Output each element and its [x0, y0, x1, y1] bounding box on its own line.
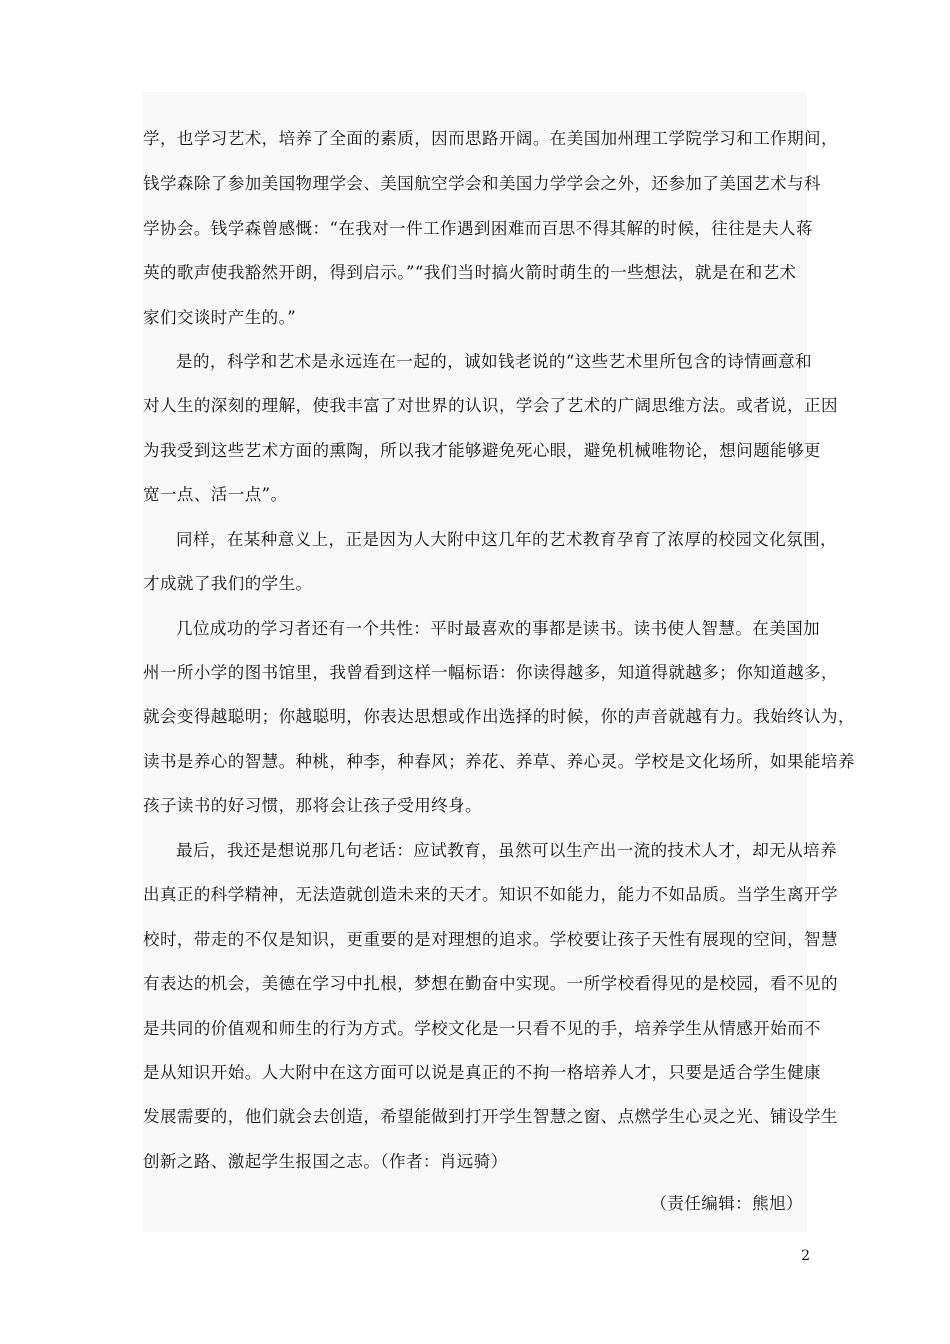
text-line: 是的，科学和艺术是永远连在一起的，诚如钱老说的“这些艺术里所包含的诗情画意和: [176, 352, 813, 371]
text-line: 有表达的机会，美德在学习中扎根，梦想在勤奋中实现。一所学校看得见的是校园，看不见的: [143, 974, 838, 993]
text-line: 为我受到这些艺术方面的熏陶，所以我才能够避免死心眼，避免机械唯物论，想问题能够更: [143, 441, 821, 460]
text-line: 校时，带走的不仅是知识，更重要的是对理想的追求。学校要让孩子天性有展现的空间，智慧: [143, 930, 838, 949]
text-line: 对人生的深刻的理解，使我丰富了对世界的认识，学会了艺术的广阔思维方法。或者说，正因: [143, 396, 838, 415]
text-line: 几位成功的学习者还有一个共性：平时最喜欢的事都是读书。读书使人智慧。在美国加: [176, 619, 821, 638]
text-line: 学，也学习艺术，培养了全面的素质，因而思路开阔。在美国加州理工学院学习和工作期间，: [143, 129, 838, 148]
text-line: 是从知识开始。人大附中在这方面可以说是真正的不拘一格培养人才，只要是适合学生健康: [143, 1063, 821, 1082]
article-body: [143, 92, 855, 1232]
text-line: 学协会。钱学森曾感慨：“在我对一件工作遇到困难而百思不得其解的时候，往往是夫人蒋: [143, 219, 813, 238]
text-line: 英的歌声使我豁然开朗，得到启示。”“我们当时搞火箭时萌生的一些想法，就是在和艺术: [143, 263, 797, 282]
editor-credit: （责任编辑：熊旭）: [650, 1194, 803, 1213]
text-line: 最后，我还是想说那几句老话：应试教育，虽然可以生产出一流的技术人才，却无从培养: [176, 841, 838, 860]
text-line: 是共同的价值观和师生的行为方式。学校文化是一只看不见的手，培养学生从情感开始而不: [143, 1019, 821, 1038]
page-number: 2: [801, 1248, 810, 1264]
text-line: 才成就了我们的学生。: [143, 574, 313, 593]
text-line: 就会变得越聪明；你越聪明，你表达思想或作出选择的时候，你的声音就越有力。我始终认为，: [143, 707, 855, 726]
text-line: 同样，在某种意义上，正是因为人大附中这几年的艺术教育孕育了浓厚的校园文化氛围，: [176, 530, 838, 549]
text-line: 孩子读书的好习惯，那将会让孩子受用终身。: [143, 796, 482, 815]
text-line: 发展需要的，他们就会去创造，希望能做到打开学生智慧之窗、点燃学生心灵之光、铺设学生: [143, 1107, 838, 1126]
text-line: 创新之路、激起学生报国之志。（作者：肖远骑）: [143, 1152, 508, 1171]
text-line: 出真正的科学精神，无法造就创造未来的天才。知识不如能力，能力不如品质。当学生离开学: [143, 885, 838, 904]
text-line: 宽一点、活一点”。: [143, 485, 288, 504]
text-line: 家们交谈时产生的。”: [143, 308, 297, 327]
text-line: 州一所小学的图书馆里，我曾看到这样一幅标语：你读得越多，知道得就越多；你知道越多，: [143, 663, 838, 682]
text-line: 钱学森除了参加美国物理学会、美国航空学会和美国力学学会之外，还参加了美国艺术与科: [143, 174, 821, 193]
text-line: 读书是养心的智慧。种桃，种李，种春风；养花、养草、养心灵。学校是文化场所，如果能培养: [143, 752, 855, 771]
